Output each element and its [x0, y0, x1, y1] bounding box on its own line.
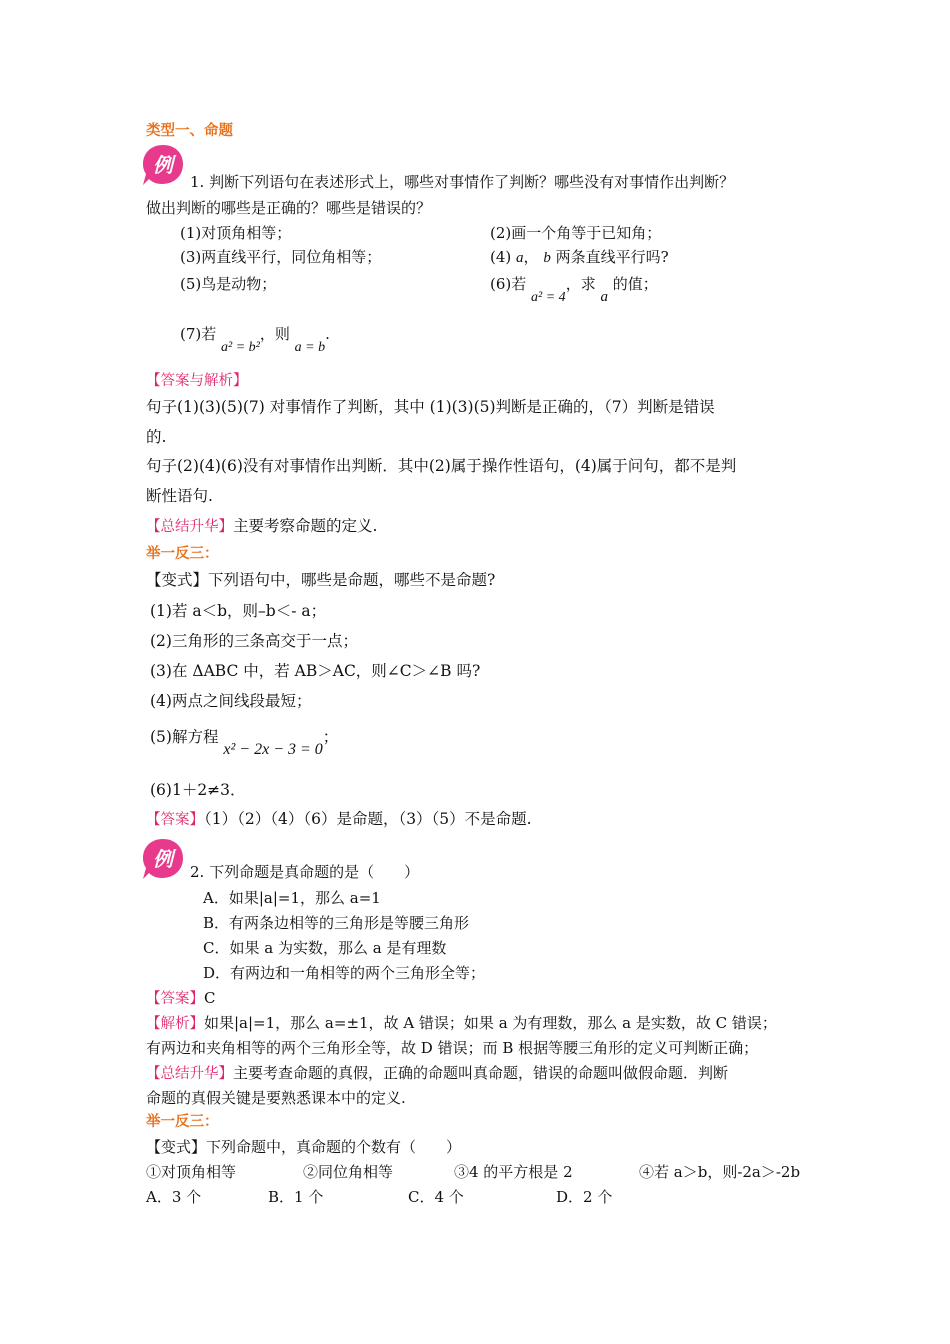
- variant1-answer-label: 【答案】: [146, 812, 204, 828]
- ex1-item7-eq: a² = b²: [221, 340, 260, 355]
- answer1-line4: 断性语句.: [146, 487, 213, 505]
- variant2-option-a: A．3 个: [146, 1188, 202, 1206]
- variant1-item1: (1)若 a＜b，则–b＜- a；: [150, 602, 327, 620]
- ex2-summary-line2: 命题的真假关键是要熟悉课本中的定义.: [146, 1089, 406, 1107]
- section-title: 类型一、命题: [146, 123, 233, 139]
- ex2-option-b: B．有两条边相等的三角形是等腰三角形: [203, 914, 470, 932]
- badge-text: 例: [153, 847, 173, 871]
- variant2-option-c: C．4 个: [408, 1188, 464, 1206]
- ex2-summary-text1: 主要考查命题的真假，正确的命题叫真命题，错误的命题叫做假命题．判断: [233, 1064, 729, 1082]
- practice-heading: 举一反三：: [146, 546, 219, 562]
- summary1-label: 【总结升华】: [146, 519, 233, 535]
- ex1-item4: [490, 247, 669, 268]
- ex1-item4-post: 两条直线平行吗?: [555, 248, 669, 266]
- ex1-item6-post: 的值；: [612, 275, 658, 293]
- ex2-summary-line1: [146, 1063, 728, 1084]
- variant1-item5-post: ；: [322, 728, 339, 746]
- practice-heading-2: 举一反三：: [146, 1114, 219, 1130]
- variant1-item5-eq: x² − 2x − 3 = 0: [223, 741, 323, 758]
- ex1-item5: (5)鸟是动物；: [180, 275, 277, 293]
- ex2-answer-text: C: [204, 989, 216, 1007]
- variant1-title: 【变式】下列语句中，哪些是命题，哪些不是命题?: [146, 571, 496, 589]
- variant2-statement-3: ③4 的平方根是 2: [454, 1163, 573, 1181]
- ex2-option-a: A．如果|a|=1，那么 a=1: [203, 889, 381, 907]
- ex1-item2: (2)画一个角等于已知角；: [490, 224, 662, 242]
- ex1-item4-a: a: [516, 250, 524, 266]
- ex2-option-c: C．如果 a 为实数，那么 a 是有理数: [203, 939, 447, 957]
- example-badge-icon: [141, 837, 181, 877]
- variant1-answer: [146, 808, 532, 831]
- ex1-item6-mid: ，求: [565, 275, 596, 293]
- ex1-item7-mid: ，则: [259, 325, 290, 343]
- variant2-option-d: D．2 个: [556, 1188, 613, 1206]
- ex2-option-d: D．有两边和一角相等的两个三角形全等；: [203, 964, 486, 982]
- ex1-item4-b: b: [543, 250, 551, 266]
- example-badge-icon: [141, 143, 181, 183]
- ex1-item6-eq: a² = 4: [531, 290, 566, 305]
- ex1-item7-eq2: a = b: [294, 340, 326, 355]
- ex1-item4-sep: ，: [523, 248, 539, 266]
- answer1-line1: 句子(1)(3)(5)(7) 对事情作了判断，其中 (1)(3)(5)判断是正确的，（7）判断是错误: [146, 398, 715, 416]
- ex2-analysis-line1: [146, 1013, 777, 1034]
- ex1-item3: (3)两直线平行，同位角相等；: [180, 248, 382, 266]
- variant1-item4: (4)两点之间线段最短；: [150, 692, 312, 710]
- ex1-question-line2: 做出判断的哪些是正确的？哪些是错误的？: [146, 199, 432, 217]
- variant1-answer-text: （1）（2）（4）（6）是命题，（3）（5）不是命题.: [204, 810, 532, 828]
- ex1-item1: (1)对顶角相等；: [180, 224, 292, 242]
- ex1-item7-post: .: [325, 325, 330, 343]
- variant2-option-b: B．1 个: [268, 1188, 324, 1206]
- variant1-item6: (6)1＋2≠3．: [150, 781, 246, 799]
- ex2-analysis-text1: 如果|a|=1，那么 a=±1，故 A 错误；如果 a 为有理数，那么 a 是实数，故 C 错误；: [204, 1014, 777, 1032]
- variant2-title: 【变式】下列命题中，真命题的个数有（ ）: [146, 1138, 462, 1156]
- ex1-item6-a: a: [600, 289, 608, 305]
- answer-heading: 【答案与解析】: [146, 373, 248, 389]
- ex2-summary-label: 【总结升华】: [146, 1066, 233, 1082]
- ex1-item6-pre: (6)若: [490, 275, 527, 293]
- variant1-item5: [150, 726, 339, 758]
- answer1-line2: 的.: [146, 428, 167, 446]
- variant1-item2: (2)三角形的三条高交于一点；: [150, 632, 358, 650]
- variant1-item5-pre: (5)解方程: [150, 728, 219, 746]
- summary1: [146, 515, 377, 538]
- ex1-item6: [490, 274, 658, 305]
- ex1-item7: [180, 324, 330, 355]
- ex1-question-line1: 1. 判断下列语句在表述形式上，哪些对事情作了判断？哪些没有对事情作出判断？: [190, 173, 735, 191]
- ex2-question: 2. 下列命题是真命题的是（ ）: [190, 863, 420, 881]
- ex1-item4-pre: (4): [490, 248, 512, 266]
- ex2-answer: [146, 988, 215, 1009]
- variant2-statement-2: ②同位角相等: [303, 1163, 394, 1181]
- variant2-statement-1: ①对顶角相等: [146, 1163, 237, 1181]
- ex2-analysis-line2: 有两边和夹角相等的两个三角形全等，故 D 错误；而 B 根据等腰三角形的定义可判断正确；: [146, 1039, 759, 1057]
- variant2-statement-4: ④若 a＞b，则-2a＞-2b: [639, 1163, 801, 1181]
- ex2-analysis-label: 【解析】: [146, 1016, 204, 1032]
- answer1-line3: 句子(2)(4)(6)没有对事情作出判断．其中(2)属于操作性语句，(4)属于问句，都不是判: [146, 457, 737, 475]
- badge-text: 例: [153, 153, 173, 177]
- variant1-item3: (3)在 ΔABC 中，若 AB＞AC，则∠C＞∠B 吗?: [150, 662, 481, 680]
- summary1-text: 主要考察命题的定义.: [233, 517, 378, 535]
- ex1-item7-pre: (7)若: [180, 325, 217, 343]
- ex2-answer-label: 【答案】: [146, 991, 204, 1007]
